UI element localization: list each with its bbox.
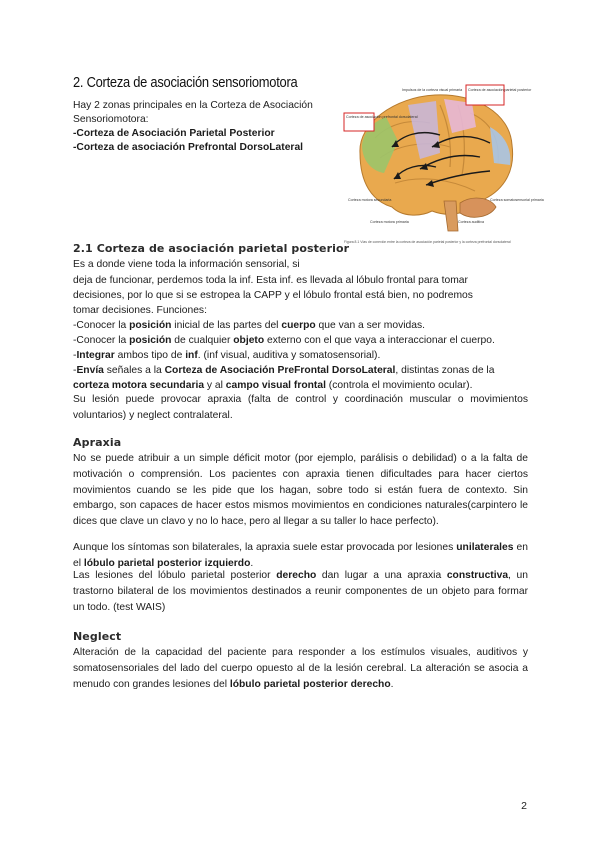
- fig-label-prefrontal: Corteza de asociación prefrontal dorsolateral: [346, 115, 418, 119]
- function-1: -Conocer la posición inicial de las partes del cuerpo que van a ser movidas.: [73, 320, 426, 331]
- fig-label-auditory: Corteza auditiva: [458, 220, 484, 224]
- sub1-p1-line1: Es a donde viene toda la información sensorial, si: [73, 259, 300, 270]
- function-2: -Conocer la posición de cualquier objeto externo con el que vaya a interaccionar el cuerpo.: [73, 335, 495, 346]
- intro-line-1: Hay 2 zonas principales en la Corteza de Asociación: [73, 100, 313, 111]
- fig-label-motor-secondary: Corteza motora secundaria: [348, 198, 392, 202]
- function-4: -Envía señales a la Corteza de Asociación PreFrontal DorsoLateral, distintas zonas de la: [73, 365, 495, 376]
- intro-item-prefrontal: -Corteza de asociación Prefrontal DorsoLateral: [73, 142, 304, 153]
- fig-label-visual: Impulsos de la corteza visual primaria: [402, 88, 463, 92]
- fig-label-parietal: Corteza de asociación parietal posterior: [468, 88, 532, 92]
- brain-figure: [340, 83, 544, 258]
- function-3: -Integrar ambos tipo de inf. (inf visual, auditiva y somatosensorial).: [73, 350, 381, 361]
- apraxia-paragraph-1: No se puede atribuir a un simple déficit motor (por ejemplo, parálisis o debilidad) o a la falta de motivación o comprensión. Los pacientes con apraxia tienen dificultades para hacer ciertos movimientos cuando se les pide que los hagan, sobre todo si están fuera de contexto. Sin embargo, son capaces de hacer estos mismos movimientos en condiciones naturales(carpintero le dices que clave un clavo y no lo hace, pero al llegar a su taller lo hace perfecto).: [73, 453, 528, 528]
- intro-item-parietal: -Corteza de Asociación Parietal Posterior: [73, 128, 275, 139]
- fig-label-motor-primary: Corteza motora primaria: [370, 220, 409, 224]
- sub1-lesion-paragraph: Su lesión puede provocar apraxia (falta de control y coordinación muscular o movimientos voluntarios) y neglect contralateral.: [73, 394, 528, 421]
- apraxia-paragraph-2: Aunque los síntomas son bilaterales, la apraxia suele estar provocada por lesiones unilaterales en el lóbulo parietal posterior izquierdo.: [73, 542, 528, 569]
- subsection-title-2-1: 2.1 Corteza de asociación parietal posterior: [73, 242, 350, 255]
- sub1-p1-line4: tomar decisiones. Funciones:: [73, 305, 207, 316]
- subsection-title-apraxia: Apraxia: [73, 436, 122, 449]
- sub1-p1-line3: decisiones, por lo que si se estropea la CAPP y el lóbulo frontal está bien, no podremos: [73, 290, 473, 301]
- fig-label-somatosensory: Corteza somatosensorial primaria: [490, 198, 544, 202]
- apraxia-paragraph-3: Las lesiones del lóbulo parietal posterior derecho dan lugar a una apraxia constructiva, un trastorno bilateral de los movimientos destinados a reunir componentes de un objeto para formar un todo. (test WAIS): [73, 570, 528, 613]
- section-title: 2. Corteza de asociación sensoriomotora: [73, 74, 298, 91]
- sub1-p1-line2: deja de funcionar, perdemos toda la inf. Esta inf. es llevada al lóbulo frontal para tomar: [73, 275, 468, 286]
- figure-caption: Figura 8.1 Vías de conexión entre la corteza de asociación parietal posterior y la corteza prefrontal dorsolateral: [344, 240, 511, 244]
- page-number: 2: [521, 800, 527, 812]
- intro-line-2: Sensoriomotora:: [73, 114, 149, 125]
- subsection-title-neglect: Neglect: [73, 630, 122, 643]
- neglect-paragraph: Alteración de la capacidad del paciente para responder a los estímulos visuales, auditivos y somatosensoriales del lado del cuerpo opuesto al de la lesión cerebral. La alteración se asocia a menudo con grandes lesiones del lóbulo parietal posterior derecho.: [73, 647, 528, 690]
- function-4-continued: corteza motora secundaria y al campo visual frontal (controla el movimiento ocular).: [73, 380, 473, 391]
